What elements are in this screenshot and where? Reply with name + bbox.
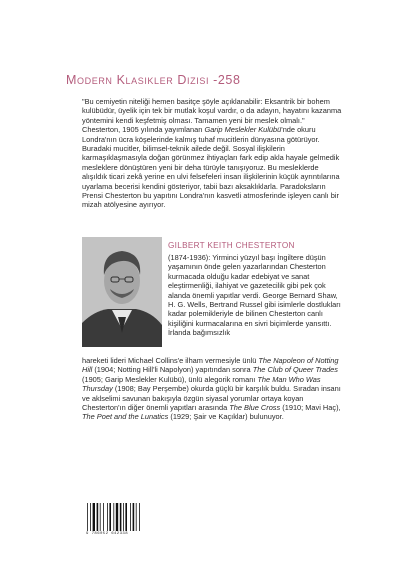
author-bio-text: (1874-1936): Yirminci yüzyıl başı İngiltere düşün yaşamının önde gelen yazarlarından Chesterton kurmacada olduğu kadar edebiyat ve sanat eleştirmenliği, ilahiyat ve gazetecilik gibi pek çok alanda önemli yapıtlar verdi. George Bernard Shaw, H. G. Wells, Bertrand Russel gibi isimlerle dostlukları kadar polemikleriyle de bilinen Chesterton canlı kişiliğini kurmacalarına en sivri biçimlerde yansıttı. İrlanda bağımsızlık [168,253,341,338]
barcode-bar [136,503,137,531]
barcode-bar [90,503,91,531]
blurb-paragraph [82,97,344,210]
author-bio-paragraph [82,356,344,422]
author-bio-rest [82,356,344,422]
bio-text: (1910; Mavi Haç), [282,403,341,413]
barcode-bar [139,503,140,531]
bio-text: (1908; Bay Perşembe) okurda güçlü bir karşılık buldu. Sıradan insanı ve aklselimi savunan bakışıyla özgün siyasal yorumlar ortaya koyan Chesterton'ın diğer önemli yapıtları arasında [82,384,341,413]
series-title: Modern Klasikler Dizisi -258 [66,73,241,87]
book-blurb [82,97,344,210]
barcode-bar [113,503,114,531]
book-title-thursday: The Man Who Was Thursday [82,374,321,394]
barcode-bar [133,503,135,531]
barcode-bar [103,503,104,531]
barcode-bar [116,503,118,531]
barcode-bar [120,503,122,531]
barcode-bar [109,503,111,531]
bio-text: hareketi lideri Michael Collins'e ilham vermesiyle ünlü [82,356,257,365]
barcode-bar [100,503,101,531]
book-title-blue-cross: The Blue Cross [229,403,281,413]
blurb-text: "Bu cemiyetin niteliği hemen basitçe şöyle açıklanabilir: Eksantrik bir bohem kulübüdür, üyelik için tek bir mutlak koşul vardır, o da adayın, hayatını kazanma yöntemini kendi keşfetmiş olması. Tamamen yeni bir meslek olmalı." Chesterton, 1905 yılında yayımlanan [82,97,342,135]
blurb-text-rest: 'nde okuru Londra'nın ücra köşelerinde kalmış tuhaf mucitlerin dünyasına götürüyor. Buradaki mucitler, bilimsel-teknik ailede değil. Sosyal ilişkilerin karmaşıklaşmasıyla doğan görünmez ihtiyaçları fark edip akla hayale gelmedik mesleklere dönüştüren yeni bir deha türüyle tanışıyoruz. Bu mesleklerde alışıldık ticari zekâ yerine en ulvi felsefeleri insan ilişkilerinin küçük ayrıntılarına uyarlama becerisi kendini gösteriyor, tabii bazı aksaklıklarla. Paradoksların Prensi Chesterton bu yapıtını Londra'nın kasvetli atmosferinde işleyen canlı bir mizah atölyesine ayırıyor. [82,125,340,210]
bio-text: (1929; Şair ve Kaçıklar) bulunuyor. [170,412,284,422]
book-title-poet: The Poet and the Lunatics [82,412,169,422]
isbn-number: 9 786052 642338 [86,532,129,536]
barcode-bar [87,503,88,531]
book-title-club: The Club of Queer Trades [252,365,338,375]
bio-text: (1905; Garip Meslekler Kulübü), ünlü alegorik romanı [82,374,256,384]
book-title-napoleon: The Napoleon of Notting Hill [82,356,339,375]
barcode-bar [130,503,131,531]
barcode-bar [123,503,124,531]
author-bio-top [168,253,344,338]
barcode-bar [97,503,99,531]
barcode-bar [125,503,127,531]
barcode-bar [93,503,95,531]
barcode-bar [107,503,108,531]
author-name: GILBERT KEITH CHESTERTON [168,241,295,250]
author-portrait [82,237,162,347]
bio-text: (1904; Notting Hill'li Napolyon) yapıtından sonra [94,365,251,375]
blurb-book-title: Garip Meslekler Kulübü [204,125,282,135]
